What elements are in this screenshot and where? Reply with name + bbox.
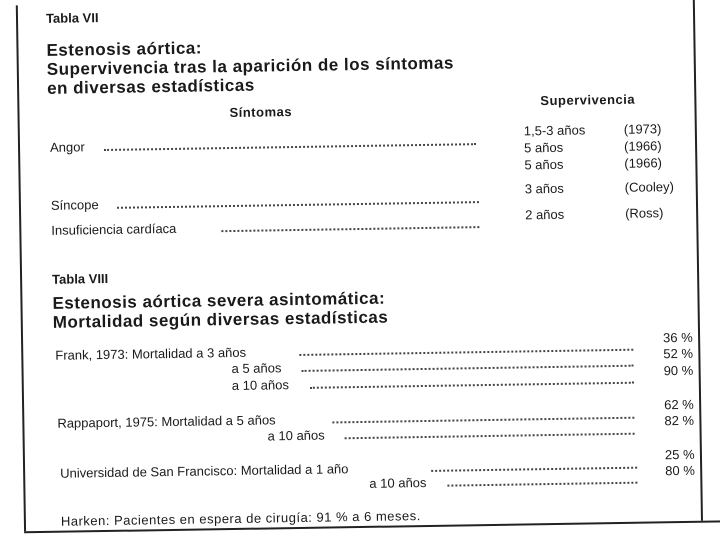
leader-dots: [431, 467, 637, 472]
survival-value: 3 años: [524, 180, 564, 197]
leader-dots: [104, 143, 476, 151]
tabla-viii-label: Tabla VIII: [51, 270, 109, 287]
survival-source: (1966): [623, 138, 662, 154]
tabla-vii-title-line-1: Estenosis aórtica:: [46, 38, 203, 60]
column-header-supervivencia: Supervivencia: [540, 91, 636, 109]
leader-dots: [345, 433, 635, 440]
mortality-line: Universidad de San Francisco: Mortalidad a 1 año: [60, 461, 349, 481]
mortality-percentage: 82 %: [664, 412, 695, 429]
harken-note: Harken: Pacientes en espera de cirugía: 91 % a 6 meses.: [60, 508, 421, 529]
mortality-percentage: 80 %: [665, 462, 695, 479]
frame-right-border: [693, 0, 703, 521]
mortality-percentage: 25 %: [664, 446, 695, 463]
survival-value: 5 años: [524, 156, 564, 173]
leader-dots: [117, 201, 479, 209]
mortality-percentage: 52 %: [663, 345, 694, 362]
mortality-line: a 10 años: [267, 427, 325, 444]
symptom-insuficiencia-cardiaca: Insuficiencia cardíaca: [51, 220, 177, 238]
survival-value: 1,5-3 años: [523, 122, 586, 139]
survival-source: (Ross): [625, 205, 664, 221]
tabla-vii-label: Tabla VII: [45, 10, 99, 26]
leader-dots: [310, 382, 634, 389]
mortality-line: a 10 años: [369, 474, 427, 491]
mortality-line: a 5 años: [231, 360, 282, 377]
survival-source: (1973): [623, 121, 662, 137]
tabla-viii-title-line-1: Estenosis aórtica severa asintomática:: [52, 288, 386, 313]
leader-dots: [447, 482, 637, 487]
symptom-angor: Angor: [49, 139, 85, 155]
leader-dots: [221, 226, 479, 232]
mortality-percentage: 90 %: [663, 362, 694, 379]
tabla-vii-title-line-2: Supervivencia tras la aparición de los síntomas: [46, 53, 455, 79]
survival-source: (1966): [624, 155, 663, 171]
column-header-sintomas: Síntomas: [229, 104, 293, 121]
mortality-line: a 10 años: [231, 377, 290, 394]
mortality-percentage: 62 %: [664, 396, 694, 413]
tabla-viii-title-line-2: Mortalidad según diversas estadísticas: [52, 307, 389, 332]
leader-dots: [332, 417, 634, 424]
symptom-sincope: Síncope: [50, 197, 99, 213]
survival-source: (Cooley): [624, 179, 674, 195]
survival-value: 2 años: [525, 206, 565, 223]
survival-value: 5 años: [523, 139, 564, 156]
mortality-percentage: 36 %: [662, 329, 693, 346]
tabla-vii-title-line-3: en diversas estadísticas: [46, 75, 255, 98]
leader-dots: [299, 349, 633, 356]
frame-left-border: [16, 5, 26, 531]
mortality-line: Rappaport, 1975: Mortalidad a 5 años: [57, 412, 276, 431]
leader-dots: [302, 365, 634, 372]
mortality-line: Frank, 1973: Mortalidad a 3 años: [55, 344, 247, 363]
